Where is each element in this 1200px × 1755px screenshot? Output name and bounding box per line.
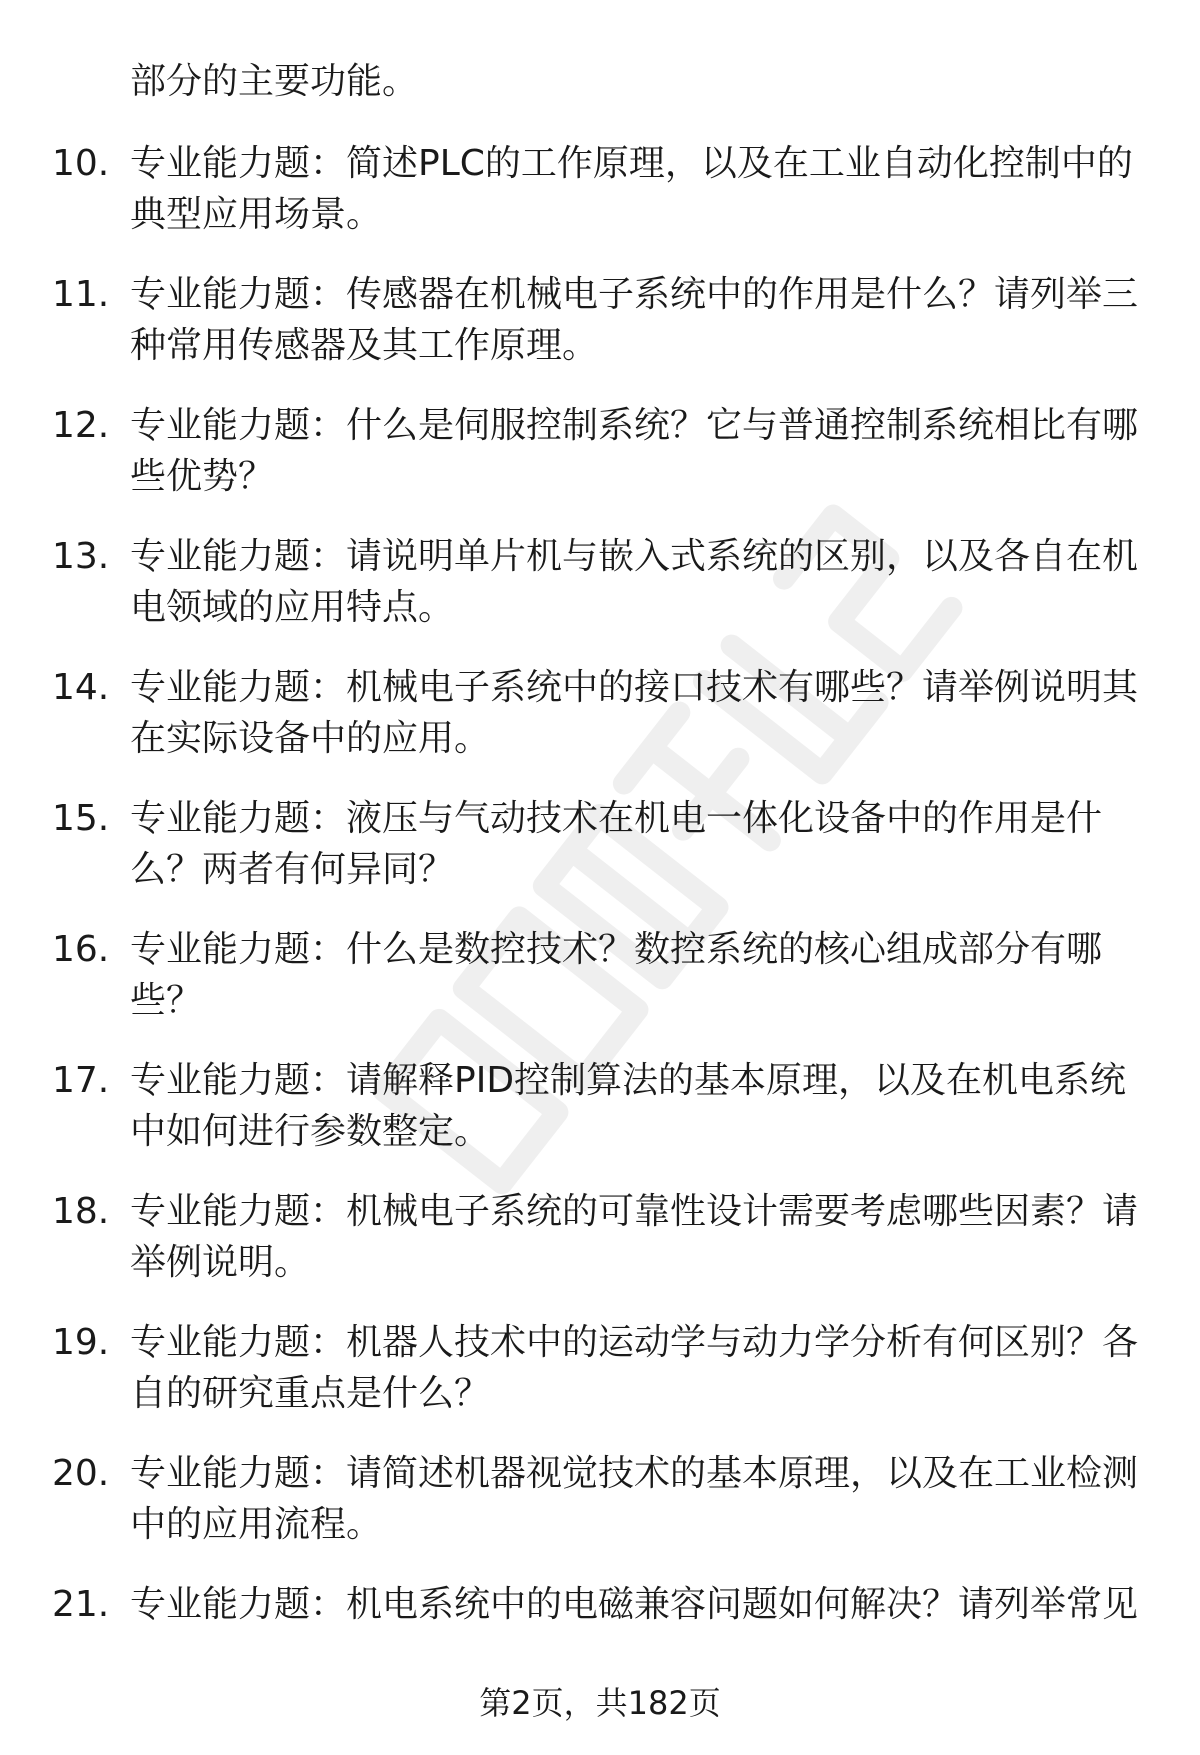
- question-text-line1: 专业能力题：机械电子系统中的接口技术有哪些？请举例说明其: [130, 667, 1139, 708]
- question-number: 18.: [52, 1191, 110, 1232]
- question-text-line2: 中的应用流程。: [130, 1504, 383, 1545]
- question-number: 10.: [52, 143, 110, 184]
- question-text-line2: 些优势？: [130, 456, 275, 497]
- question-text-line1: 专业能力题：请说明单片机与嵌入式系统的区别，以及各自在机: [130, 536, 1139, 577]
- question-item: [0, 795, 1200, 926]
- question-number: 15.: [52, 798, 110, 839]
- question-item: [0, 1188, 1200, 1319]
- question-number: 14.: [52, 667, 110, 708]
- question-number: 12.: [52, 405, 110, 446]
- question-text-line2: 中如何进行参数整定。: [130, 1111, 491, 1152]
- question-number: 16.: [52, 929, 110, 970]
- question-list: [0, 140, 1200, 1712]
- question-text-line1: 专业能力题：简述PLC的工作原理，以及在工业自动化控制中的: [130, 143, 1133, 184]
- question-item: [0, 926, 1200, 1057]
- question-item: [0, 402, 1200, 533]
- question-text-line2: 电领域的应用特点。: [130, 587, 455, 628]
- question-text-line2: 些？: [130, 980, 203, 1021]
- question-text-line1: 专业能力题：传感器在机械电子系统中的作用是什么？请列举三: [130, 274, 1139, 315]
- question-number: 21.: [52, 1584, 110, 1625]
- question-text-line2: 典型应用场景。: [130, 194, 383, 235]
- page-number-footer: 第2页，共182页: [479, 1684, 721, 1722]
- question-number: 17.: [52, 1060, 110, 1101]
- question-number: 19.: [52, 1322, 110, 1363]
- question-text-line1: 专业能力题：机械电子系统的可靠性设计需要考虑哪些因素？请: [130, 1191, 1139, 1232]
- question-text-line1: 专业能力题：什么是伺服控制系统？它与普通控制系统相比有哪: [130, 405, 1139, 446]
- question-item: [0, 1450, 1200, 1581]
- question-number: 20.: [52, 1453, 110, 1494]
- question-item: [0, 271, 1200, 402]
- question-item: [0, 533, 1200, 664]
- question-text-line2: 在实际设备中的应用。: [130, 718, 491, 759]
- question-item: [0, 1057, 1200, 1188]
- question-item: [0, 664, 1200, 795]
- question-text-line2: 种常用传感器及其工作原理。: [130, 325, 599, 366]
- question-text-line2: 自的研究重点是什么？: [130, 1373, 491, 1414]
- question-item: [0, 1319, 1200, 1450]
- question-number: 13.: [52, 536, 110, 577]
- question-text-line1: 专业能力题：什么是数控技术？数控系统的核心组成部分有哪: [130, 929, 1103, 970]
- question-text-line2: 举例说明。: [130, 1242, 311, 1283]
- question-text-line1: 专业能力题：机电系统中的电磁兼容问题如何解决？请列举常见: [130, 1584, 1139, 1625]
- question-item: [0, 140, 1200, 271]
- question-text-line1: 专业能力题：机器人技术中的运动学与动力学分析有何区别？各: [130, 1322, 1139, 1363]
- question-number: 11.: [52, 274, 110, 315]
- question-text-line1: 专业能力题：液压与气动技术在机电一体化设备中的作用是什: [130, 798, 1103, 839]
- continuation-text: 部分的主要功能。: [130, 61, 419, 102]
- question-text-line1: 专业能力题：请简述机器视觉技术的基本原理，以及在工业检测: [130, 1453, 1139, 1494]
- question-text-line2: 么？两者有何异同？: [130, 849, 455, 890]
- question-text-line1: 专业能力题：请解释PID控制算法的基本原理，以及在机电系统: [130, 1060, 1127, 1101]
